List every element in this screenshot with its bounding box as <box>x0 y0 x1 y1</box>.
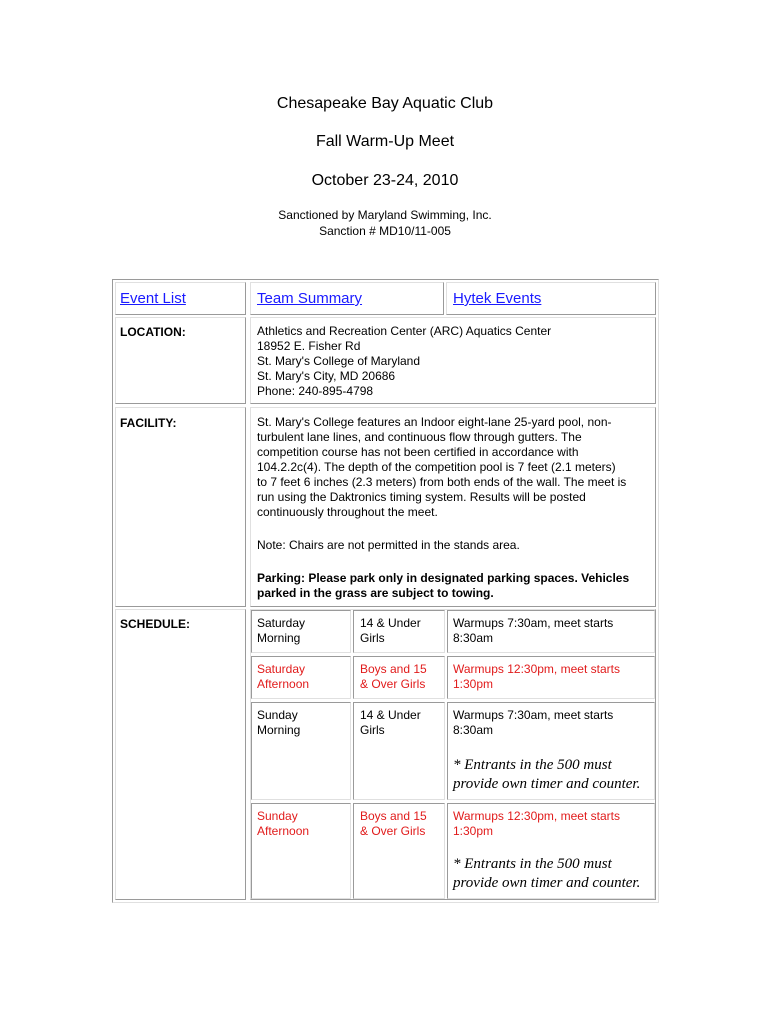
session-1-group: 14 & Under Girls <box>360 616 421 645</box>
session-4-times: Warmups 12:30pm, meet starts 1:30pm <box>453 809 620 838</box>
event-list-link[interactable]: Event List <box>120 290 186 307</box>
facility-note: Note: Chairs are not permitted in the stands area. <box>257 538 520 552</box>
session-1-day: Saturday Morning <box>257 616 306 645</box>
sanction-line-2: Sanction # MD10/11-005 <box>319 224 451 238</box>
session-3-group: 14 & Under Girls <box>360 708 421 737</box>
session-2-times: Warmups 12:30pm, meet starts 1:30pm <box>453 662 620 691</box>
session-3-note: * Entrants in the 500 must provide own timer and counter. <box>453 757 641 792</box>
session-2-group: Boys and 15 & Over Girls <box>360 662 427 691</box>
session-4-group: Boys and 15 & Over Girls <box>360 809 427 838</box>
session-2-day: Saturday Afternoon <box>257 662 310 691</box>
session-4-day: Sunday Afternoon <box>257 809 310 838</box>
club-title: Chesapeake Bay Aquatic Club <box>276 95 494 112</box>
meet-name: Fall Warm-Up Meet <box>315 133 455 150</box>
session-4-note: * Entrants in the 500 must provide own timer and counter. <box>453 856 641 891</box>
team-summary-link[interactable]: Team Summary <box>257 290 363 307</box>
meet-dates: October 23-24, 2010 <box>311 172 459 189</box>
facility-description: St. Mary's College features an Indoor eight-lane 25-yard pool, non- turbulent lane lines, and continuous flow through gutters. The competition course has not been certified in accordance with 104.2.2c(4). The depth of the competition pool is 7 feet (2.1 meters) to 7 feet 6 inches (2.3 meters) from both ends of the wall. The meet is run using the Daktronics timing system. Results will be posted continuously throughout the meet. <box>257 415 627 519</box>
sanction-line-1: Sanctioned by Maryland Swimming, Inc. <box>278 208 492 222</box>
location-label: LOCATION: <box>120 325 186 339</box>
parking-notice: Parking: Please park only in designated parking spaces. Vehicles parked in the grass are subject to towing. <box>257 571 630 600</box>
session-3-day: Sunday Morning <box>257 708 301 737</box>
session-1-times: Warmups 7:30am, meet starts 8:30am <box>453 616 614 645</box>
location-text: Athletics and Recreation Center (ARC) Aquatics Center 18952 E. Fisher Rd St. Mary's College of Maryland St. Mary's City, MD 20686 Phone: 240-895-4798 <box>257 324 552 398</box>
facility-label: FACILITY: <box>120 416 177 430</box>
facility-label-cell <box>115 407 246 607</box>
schedule-label-cell <box>115 609 246 900</box>
session-3-times: Warmups 7:30am, meet starts 8:30am <box>453 708 614 737</box>
hytek-events-link[interactable]: Hytek Events <box>453 290 542 307</box>
schedule-label: SCHEDULE: <box>120 617 191 631</box>
